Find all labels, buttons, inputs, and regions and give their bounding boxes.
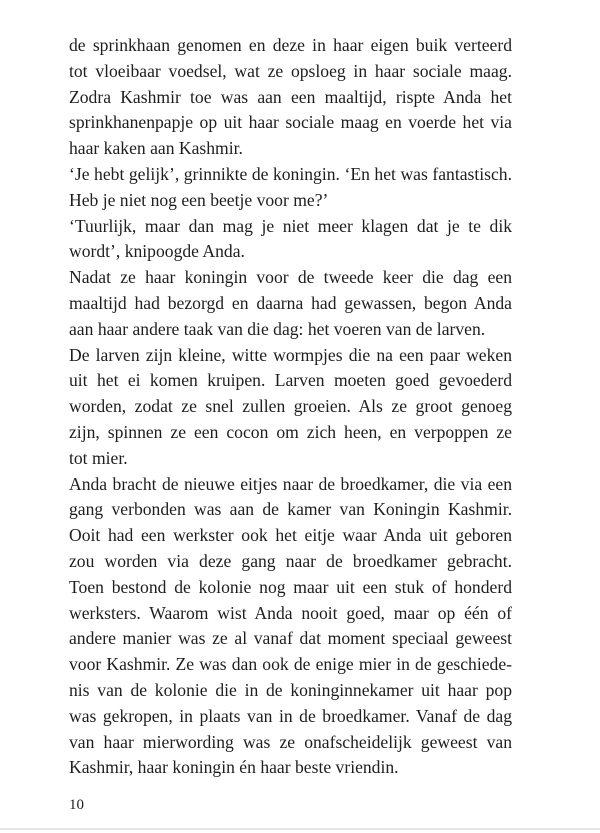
text-line: Ooit had een werkster ook het eitje waar Anda uit geboren bbox=[69, 525, 512, 546]
text-line: maaltijd had bezorgd en daarna had gewassen, begon Anda bbox=[69, 292, 512, 313]
text-line: ‘Tuurlijk, maar dan mag je niet meer klagen dat je te dik bbox=[69, 215, 512, 236]
text-line: was gekropen, in plaats van in de broedkamer. Vanaf de dag bbox=[69, 705, 512, 726]
text-line: Toen bestond de kolonie nog maar uit een stuk of honderd bbox=[69, 576, 512, 597]
text-line: haar kaken aan Kashmir. bbox=[69, 138, 243, 159]
text-line: Zodra Kashmir toe was aan een maaltijd, rispte Anda het bbox=[69, 86, 512, 107]
text-line: voor Kashmir. Ze was dan ook de enige mier in de geschiede- bbox=[69, 654, 512, 675]
text-line: nis van de kolonie die in de koninginnekamer uit haar pop bbox=[69, 679, 512, 700]
text-line: tot mier. bbox=[69, 447, 128, 468]
text-line: sprinkhanenpapje op uit haar sociale maag en voerde het via bbox=[69, 112, 512, 133]
text-line: tot vloeibaar voedsel, wat ze opsloeg in haar sociale maag. bbox=[69, 60, 512, 81]
text-line: ‘Je hebt gelijk’, grinnikte de koningin. ‘En het was fantastisch. bbox=[69, 163, 512, 184]
text-line: gang verbonden was aan de kamer van Koningin Kashmir. bbox=[69, 499, 512, 520]
body-text bbox=[69, 33, 512, 781]
text-line: Kashmir, haar koningin én haar beste vriendin. bbox=[69, 757, 399, 778]
text-line: zou worden via deze gang naar de broedkamer gebracht. bbox=[69, 550, 512, 571]
text-line: aan haar andere taak van die dag: het voeren van de larven. bbox=[69, 318, 486, 339]
text-line: Heb je niet nog een beetje voor me?’ bbox=[69, 189, 329, 210]
text-line: andere manier was ze al vanaf dat moment speciaal geweest bbox=[69, 628, 512, 649]
text-line: de sprinkhaan genomen en deze in haar eigen buik verteerd bbox=[69, 35, 512, 55]
text-line: worden, zodat ze snel zullen groeien. Als ze groot genoeg bbox=[69, 396, 512, 417]
page-bottom-edge bbox=[0, 828, 600, 830]
text-line: Nadat ze haar koningin voor de tweede keer die dag een bbox=[69, 267, 512, 288]
text-line: De larven zijn kleine, witte wormpjes die na een paar weken bbox=[69, 344, 512, 365]
text-line: zijn, spinnen ze een cocon om zich heen, en verpoppen ze bbox=[69, 421, 512, 442]
text-line: van haar mierwording was ze onafscheidelijk geweest van bbox=[69, 731, 512, 752]
text-line: wordt’, knipoogde Anda. bbox=[69, 241, 245, 262]
page-number: 10 bbox=[69, 797, 84, 813]
text-line: Anda bracht de nieuwe eitjes naar de broedkamer, die via een bbox=[69, 473, 512, 494]
text-line: werksters. Waarom wist Anda nooit goed, maar op één of bbox=[69, 602, 512, 623]
text-line: uit het ei komen kruipen. Larven moeten goed gevoederd bbox=[69, 370, 512, 391]
